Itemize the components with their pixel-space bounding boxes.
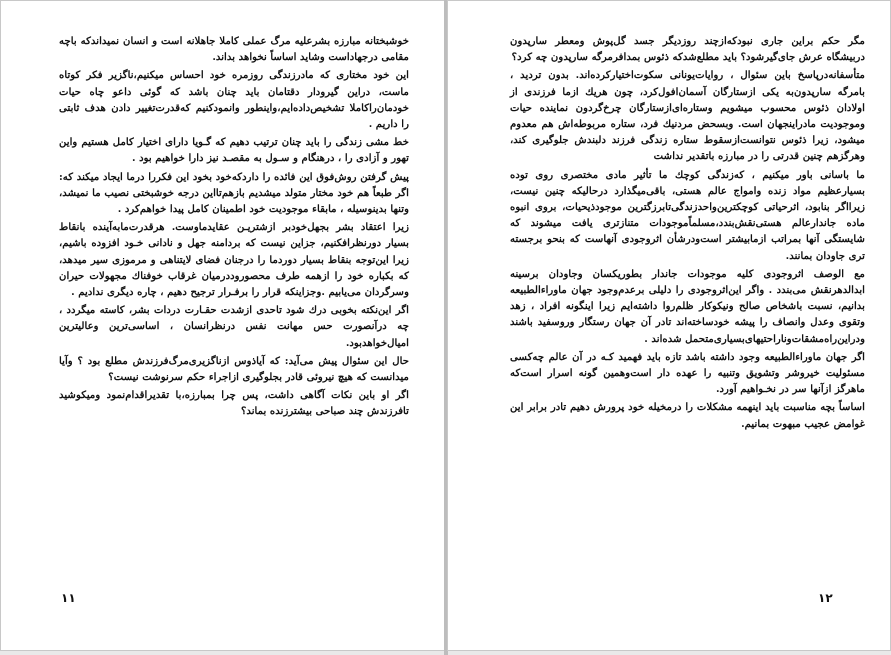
paragraph: اساساً بچه مناسبت باید اینهمه مشکلات را درمخیله خود پرورش دهیم تادر برابر این غوامض عجیب مبهوت بمانیم. [510, 401, 865, 430]
right-page-text [510, 33, 865, 434]
paragraph: ما باسانی باور میکنیم ، که‌زندگی کوچك ما تأثیر مادی مختصری روی توده بسیارعظیم مواد زنده وامواج عالم هستی، باقی‌میگذارد درحالیکه چنین نیست، زیراا‌گر بنابود، اثرحیاتی کوچکترین‌واحدزندگی‌تابرزگترین موجودذیحیات، بروی انبوه ماده جاندارعالم هستی‌نقش‌بندد،مسلماًموجودات متنازتری یافت میشوند که شایستگی آنها بمراتب ازمابیشتر است‌ودرشأن اثروجودی آنهاست که بنحو برجسته تری جاودان بمانند. [510, 168, 865, 262]
left-page [0, 0, 445, 651]
paragraph: اگر این‌نکته بخوبی درك شود تاحدی ازشدت حقـارت دردات بشر، کاسته میگردد ، چه درآنصورت حس مهانت نفس درنظرانسان ، اساسی‌ترین وعالیترین امیال‌خواهدبود. [59, 304, 409, 349]
paragraph: حال این سئوال پیش می‌آید: که آیاذوس ازناگزیری‌مرگ‌فرزندش مطلع بود ؟ وآیا میدانست که هیچ نیروئی قادر بجلوگیری ازاجراء حکم سرنوشت نیست؟ [59, 354, 409, 384]
left-page-text [59, 33, 409, 422]
page-number: ۱۱ [61, 591, 76, 605]
paragraph: مگر حکم براین جاری نبودکه‌ازچند روزدیگر جسد گل‌پوش ومعطر سارپدون دربیشگاه عرش جای‌گیرشود؟ باید مطلع‌شدکه ذئوس بمدافرمرگه سارپدون چه کرد؟ [510, 35, 865, 64]
paragraph: مع الوصف اثروجودی کلیه موجودات جاندار بطوریکسان وجاودان برسینه ابدالدهرنقش می‌بندد . واگر این‌اثروجودی را دلیلی برعدم‌وجود جهان ماوراءالطبیعه بدانیم، نسبت باشخاص صالح ونیکوکار ظلم‌روا داشته‌ایم زیرا اینگونه افراد ، زهد وتقوی وعدل وانصاف را پیشه خودساخته‌اند تادر آن جهان رستگار وروسفید باشند ودراین‌راه‌مشقات‌وناراحتیهای‌بسیاری‌متحمل شده‌اند . [510, 267, 865, 345]
paragraph: پیش گرفتن روش‌فوق این فائده را داردکه‌خود بخود این فکررا درما ایجاد میکند که: اگر طبعاً هم خود مختار متولد میشدیم بازهم‌تااین درجه خوشبختی نصیب ما نمیشد، وتنها بدینوسیله ، مابقاء موجودیت خود اطمینان کامل پیدا خواهم‌کرد . [59, 170, 409, 216]
paragraph: خط مشی زندگی را باید چنان ترتیب دهیم که گـویا دارای اختیار کامل هستیم واین تهور و آزادی را ، درهنگام و سـول به مقصـد نیز دارا خواهیم بود . [59, 136, 409, 165]
paragraph: اگر جهان ماوراءالطبیعه وجود داشته باشد تازه باید فهمید کـه در آن عالم چه‌کسی مسئولیت خیرو‌شر وتشویق وتنبیه را عهده دار است‌وهمین گونه اسرار است‌که ماهرگز ازآنها سر در نخـواهیم آورد. [510, 350, 865, 396]
paragraph: این خود مختاری که مادرزندگی روزمره خود احساس میکنیم،ناگزیر فکر کوتاه ماست، دراین گیرودار دقتامان باید چنان باشد که گوئی داعو چاه حیات خودمان‌راکاملا تشخیص‌داده‌ایم،واینطور وانمودکنیم که‌قدرت‌تغییر دادن هدف ثابتی را داریم . [59, 69, 409, 131]
right-page [447, 0, 891, 651]
paragraph: خوشبختانه مبارزه بشرعلیه مرگ عملی کاملا جاهلانه است و انسان نمیداندکه باچه مقامی درجهاداست وشاید اساساً نخواهد بداند. [59, 35, 409, 64]
page-number: ۱۲ [818, 591, 833, 605]
paragraph: اگر او باین نکات آگاهی داشت، پس چرا بمبارزه،با تقدیراقدام‌نمود ومیکوشید تافرزندش چند صباحی بیشترزنده بماند؟ [59, 389, 409, 418]
paragraph: متأسفانه‌درپاسخ باین سئوال ، روایات‌یونانی سکوت‌اختیارکرده‌اند. بدون تردید ، بامرگه سارپدون‌به یکی ازستارگان آسمان‌افول‌کرد، چون هریك ازما فرزندی از اولادان ذئوس محسوب میشویم وستاره‌ای‌ازستارگان چرخ‌گردون نماینده حیات وموجودیت مادراینجهان است. وبسحض مردنیك فرد، ستاره مربوطه‌اش هم معدوم میشود، زیرا ذئوس نتوانست‌ازسقوط ستاره زندگی فرزند دلبندش جلوگیری کند، وهرگزهم چنین قدرتی را در مبارزه باتقدیر نداشت [510, 69, 865, 163]
paragraph: زیرا اعتقاد بشر بجهل‌خودبر ازشتریـن عقایدماوست. هرقدرت‌مابه‌آینده بانقاط بسیار دورنظرافکنیم، جزاین نیست که بردامنه جهل و نادانی خـود افزوده باشیم، زیرا این‌توجه بنقاط بسیار دوردما را درجنان فضای لایتناهی و مرموزی سیر میدهد، که بکباره خود را ازهمه طرف محصوروددرميان غرقاب خوفناك مجهولات حیران وسرگردان می‌یابیم .وجزاینکه قرار را بر‌فـرار ترجیح دهیم ، چاره دیگری ندادیم . [59, 221, 409, 299]
